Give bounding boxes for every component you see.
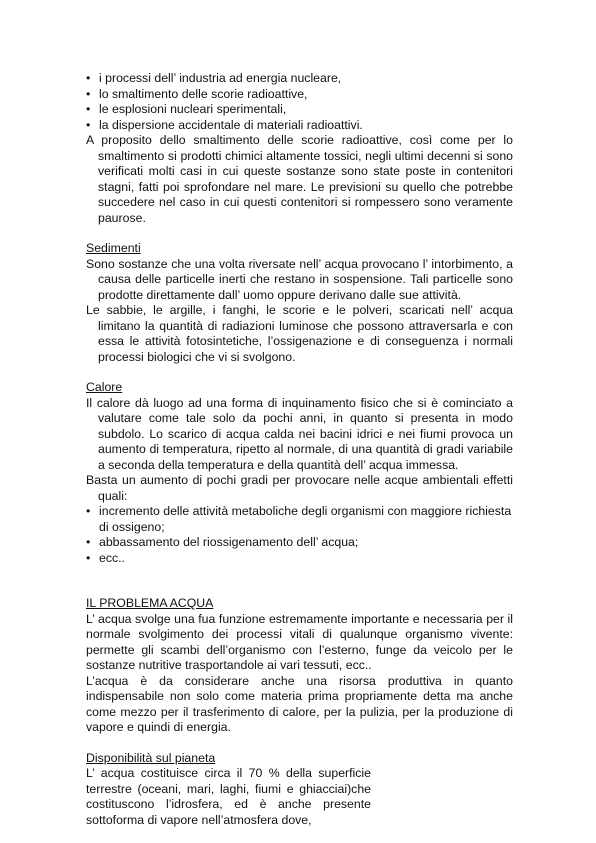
intro-bullet-list — [86, 71, 513, 133]
list-item: • lo smaltimento delle scorie radioattive, — [86, 87, 513, 103]
list-item: • i processi dell’ industria ad energia nucleare, — [86, 71, 513, 87]
section-heading-problema-acqua: IL PROBLEMA ACQUA — [86, 596, 214, 610]
list-item: • incremento delle attività metaboliche degli organismi con maggiore richiesta di ossigeno; — [86, 504, 513, 535]
paragraph: Il calore dà luogo ad una forma di inquinamento fisico che si è cominciato a valutare come tale solo da pochi anni, in quanto si presenta in modo subdolo. Lo scarico di acqua calda nei bacini idrici e nei fiumi provoca un aumento di temperatura, ripetto al normale, di una quantità di gradi variabile a seconda della temperatura e della quantità dell’ acqua immessa. — [86, 395, 513, 472]
section-heading-calore: Calore — [86, 380, 123, 394]
paragraph: L’ acqua costituisce circa il 70 % della superficie terrestre (oceani, mari, laghi, fiumi e ghiacciai)che costituscono l’idrosfera, ed è anche presente sottoforma di vapore nell’atmosfera dove, — [86, 766, 371, 827]
paragraph: L’acqua è da considerare anche una risorsa produttiva in quanto indispensabile non solo come materia prima propriamente detta ma anche come mezzo per il trasferimento di calore, per la pulizia, per la produzione di vapore e quindi di energia. — [86, 673, 513, 734]
list-item: • abbassamento del riossigenamento dell’ acqua; — [86, 535, 513, 551]
document-page — [86, 71, 513, 828]
section-heading-sedimenti: Sedimenti — [86, 241, 141, 255]
paragraph: Le sabbie, le argille, i fanghi, le scorie e le polveri, scaricati nell’ acqua limitano la quantità di radiazioni luminose che possono attraversarla e con essa le attività fotosintetiche, l’ossigenazione e di conseguenza i normali processi biologici che vi si svolgono. — [86, 303, 513, 364]
list-item: • la dispersione accidentale di materiali radioattivi. — [86, 118, 513, 134]
list-item: • le esplosioni nucleari sperimentali, — [86, 102, 513, 118]
paragraph: Sono sostanze che una volta riversate nell’ acqua provocano l’ intorbimento, a causa delle particelle inerti che restano in sospensione. Tali particelle sono prodotte direttamente dall’ uomo oppure derivano dalle sue attività. — [86, 256, 513, 302]
intro-paragraph: A proposito dello smaltimento delle scorie radioattive, così come per lo smaltimento si prodotti chimici altamente tossici, negli ultimi decenni si sono verificati molti casi in cui queste sostanze sono state poste in contenitori stagni, fatti poi sprofondare nel mare. Le previsioni su quello che potrebbe succedere nel caso in cui questi contenitori si rompessero sono veramente paurose. — [86, 133, 513, 225]
calore-bullet-list — [86, 504, 513, 566]
section-heading-disponibilita: Disponibilità sul pianeta — [86, 750, 216, 765]
paragraph: L’ acqua svolge una fua funzione estremamente importante e necessaria per il normale svolgimento dei processi vitali di qualunque organismo vivente: permette gli scambi dell’organismo con l’esterno, funge da veicolo per le sostanze nutritive trasportandole ai vari tessuti, ecc.. — [86, 611, 513, 672]
list-item: • ecc.. — [86, 551, 513, 567]
paragraph: Basta un aumento di pochi gradi per provocare nelle acque ambientali effetti quali: — [86, 473, 513, 503]
